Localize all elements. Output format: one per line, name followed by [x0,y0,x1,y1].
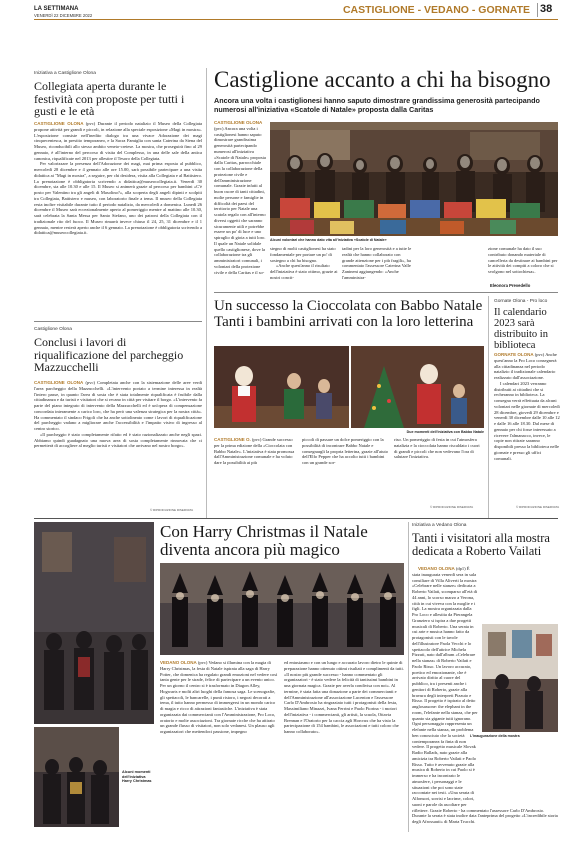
vailati-kicker: Iniziativa a Vedano Olona [412,523,467,528]
collegiata-paragraph-1: Durante il periodo natalizio il Museo della Collegiata propone attività per grandi e piccoli, in relazione alla speciale esposizione «Magi in mostra». L'esposizione consiste nell'inedito dialogo tra una vivace Adorazione dei magi cinquecentesca, in prestito temporaneo, e la Sacra Famiglia con santa Caterina da Siena del Museo, riconducibili allo stesso ambito veneto-cretese. La mostra, che proseguirà fino al 29 gennaio, è all'interno del percorso di visita del Complesso, in una delle sale della antica canonica, riqualificate nel 2013 per allestire il Tesoro della Collegiata. [34,121,202,161]
column-divider [488,296,489,518]
cioccolata-col3 [394,437,484,497]
cioccolata-col3-text: riso. Un pomeriggio di festa in cui l'atmosfera natalizia e la cioccolata hanno riscaldato i cuori di grandi e piccoli che non vedevano l'ora di salutare l'iniziativa. [394,437,480,460]
cioccolata-title: Un successo la Cioccolata con Babbo Natale Tanti i bambini arrivati con la loro letterina [214,298,483,330]
cioccolata-col1 [214,437,298,503]
scatole-col4 [418,246,558,282]
collegiata-paragraph-2: Per valorizzare la presenza dell'Adorazione dei magi, mai prima esposta al pubblico, mercoledì 28 dicembre e 4 gennaio alle ore 15.00, sarà possibile partecipare a una visita didattica ai "Magi in mostra", a seguire, per chi desidera, visita alla Collegiata e al Battistero. La prenotazione è obbligatoria scrivendo a didattica@museocollegiata.it. Venerdì 30 dicembre, sia alle 10.30 e alle 15. Il Museo si animerà grazie al percorso per bambini «C'è posto per Valentino tra gli angeli di Masolino?», alla scoperta degli angeli dipinti e scolpiti tra Collegiata, Battistero e museo, con laboratorio finale a tema. Il museo della Collegiata resta inoltre visitabile durante tutto il periodo natalizio, da mercoledì a domenica. Lunedì 26 dicembre il Museo sarà eccezionalmente aperto al pomeriggio mentre al mattino alle 10.30, sarà celebrata la Santa Messa per Santo Stefano, uno dei patroni della Collegiata con il tradizionale rito del fuoco. Il Museo rimarrà invece chiuso il 24, 25, 31 dicembre e il 1 gennaio, mentre resterà aperto anche il 6 gennaio. La prenotazione è obbligatoria scrivendo a didattica@museocollegiata.it. [34,161,202,236]
harry-title: Con Harry Christmas il Natale diventa ancora più magico [160,522,368,559]
harry-photo-3 [160,563,404,655]
calendario-kicker: Gornate Olona - Pro loco [494,299,548,304]
scatole-col3-text: tadini per la loro generosità e a tutte le realtà che hanno collaborato con grande attenzione per i più fragili», ha commentato l'assessore Caterina Valle Zanineni aggiungendo: «Anche l'amministra- [342,246,412,280]
scatole-lead: CASTIGLIONE OLONA [214,120,263,125]
parcheggio-title: Conclusi i lavori di riqualificazione del parcheggio Mazzucchelli [34,335,184,375]
harry-col2-text: ed entusiasmo e con un lungo e accurato lavoro dietro le quinte di preparazione hanno ottenuto ottimi risultati e complimenti da tutti. «Il nostro più grande successo - hanno commentato gli organizzatori - è stato vedere la felicità di tantissimi bambini in una giornata magica. Grazie per averla condivisa con noi». Al termine, è stata fatta una donazione a parte dei commercianti e dell'Amministrazione all'associazione Lucenton e l'assessore Carlo D'Ambrosio ha ringraziato tutti i protagonisti della festa, Massimiliano Minazzi, Ivana Ferrini e Paolo Fiorina - i motori dell'iniziativa - i commercianti, gli artisti, la scuola, Ottavia Brennan e l'Oratorio per la caccia agli Horcrux che ha visto la partecipazione di 154 bambini, le associazioni e tutti coloro che hanno collaborato». [284,660,404,734]
cioccolata-col1-text: Grande successo per la prima edizione della «Cioccolata con Babbo Natale». L'iniziativa è stata promossa dall'Amministrazione comunale e ha voluto dare la possibilità ai più [214,437,295,465]
scatole-col2 [270,246,338,304]
masthead-rule [34,19,558,20]
calendario-paragraph-2: I calendari 2023 verranno distribuiti ai cittadini che si recheranno in biblioteca. La consegna verrà effettuata da alcuni volontari nelle giornate di mercoledì 28 dicembre, giovedì 29 dicembre e venerdì 30 dicembre dalle 10 alle 12 e dalle 16 alle 18.30. Dal mese di gennaio per chi fosse interessato a ricevere l'almanacco, invece, le copie non ritirate saranno disponibili presso la biblioteca nelle giornate e presso gli uffici comunali. [494,380,560,461]
costume-group-image [34,727,119,827]
parcheggio-kicker: Castiglione Olona [34,327,72,332]
cioccolata-col2-text: piccoli di passare un dolce pomeriggio con la possibilità di incontrare Babbo Natale e consegnargli la propria letterina, grazie all'aiuto dell'Elfo Pepper che ha accolto tutti i bambini con un grande sor- [302,437,388,465]
calendario-credit: © RIPRODUZIONE RISERVATA [516,505,560,509]
cioccolata-byline: (pvc) [251,437,262,442]
collegiata-body [34,121,202,317]
harry-caption: Alcuni momenti dell'iniziativa Harry Christmas [122,770,152,784]
harry-col1-text: Vedano si illumina con la magia di Harry Christmas, la festa di Natale ispirata alla saga di Harry Potter, che domenica ha regalato grandi emozioni nel vedere così tanta gente per le strade, felice di partecipare a un evento unico. Per un giorno il centro si è trasformato in Diagon Alley, Hogwarts e molti altri luoghi della famosa saga. Le scenografie, gli spettacoli, le bancarelle, i punti ristoro, i negozi decorati a tema, il tutto hanno permesso di immergersi in un mondo carico di magia e ricco di attrazioni fantastiche. L'iniziativa è stata organizzata dai commercianti con l'Amministrazione, Pro Loco, oratorio e molte associazioni. Tra giornate ricche che ha attirato un grande flusso di visitatori, non solo vedanesi. Un plauso agli organizzatori che mettendoci passione, impegno [160,660,278,734]
masthead-divider [537,3,538,17]
parcheggio-lead: CASTIGLIONE OLONA [34,380,84,385]
wizards-group-image [160,563,404,655]
scatole-col4-text: zione comunale ha dato il suo contributo donando materiale di cancelleria da destinare ai bambini per le attività dei compiti a coloro che si svolgono nel sottochiesa». [488,246,558,274]
column-divider [408,522,409,832]
section-divider [214,292,558,293]
issue-date: VENERDÌ 22 DICEMBRE 2022 [34,13,93,18]
scatole-col3 [342,246,412,304]
cioccolata-credit: © RIPRODUZIONE RISERVATA [430,505,474,509]
collegiata-title: Collegiata aperta durante le festività con proposte per tutti i gusti e le età [34,79,185,119]
cioccolata-photo [214,346,484,428]
harry-col2 [284,660,404,830]
collegiata-lead: CASTIGLIONE OLONA [34,121,84,126]
page-number: 38 [540,3,553,15]
calendario-title: Il calendario 2023 sarà distribuito in biblioteca [494,307,548,352]
cioccolata-lead: CASTIGLIONE O. [214,437,251,442]
calendario-lead: GORNATE OLONA [494,352,534,357]
scatole-col1-text: Ancora una volta i castiglionesi hanno saputo dimostrare grandissima generosità partecipando numerosi all'iniziativa «Scatole di Natale» proposta dalla Caritas, parrocchiale con la collaborazione della protezione civile e dell'amministrazione comunale. Grazie infatti al buon cuore di tanti cittadini, molte persone e famiglie in difficoltà dei paesi del territorio per Natale una scatola regalo con all'interno diversi oggetti che saranno sicuramente utili e potrebbe essere un po' di luce e uno spiraglio di gioia a tutti loro. Il quale un Natale solidale quello castiglionese, dove la collaborazione tra gli amministratori comunali, i volontari della protezione civile e della Caritas e il so- [214,125,266,275]
vailati-body [412,566,558,832]
vailati-title: Tanti i visitatori alla mostra dedicata a Roberto Vailati [412,531,550,559]
santa-event-image [214,346,484,428]
photo-wrap-spacer [482,624,558,800]
vailati-paragraph-1: È stata inaugurata venerdì sera in sala consiliare di Villa Aliverti la mostra «Celebrare nelle stanze» dedicata a Roberto Vailati, scomparso all'età di 44 anni, lo scorso marzo a Verona, città in cui viveva con la moglie e i figli. La mostra organizzata dalla Pro Loco e allestita da Pierangela Granziero si ispira a due progetti musicali di Roberto. Una serata in cui arte e musica hanno fatto da protagonisti con le tavole dell'illustratore Paola Vecchi e lo spettacolo dell'attrice Michela Pizzuti, nato dall'album «Celebrare nella stanza» di Roberto Vailati e Paolo Risso. Un lavoro accurato, poetico ed emozionante, che è arrivato diritto al cuore del pubblico, tra i presenti anche i genitori di Roberto, grazie alla bravura degli interpreti Pizzuto e Risso. Il progetto è ispirato al detto anglosassone: the elephant in the room, l'elefante nella stanza, che per quanto sia gigante tutti ignorano. Ogni personaggio rappresenta un elefante nella stanza, un problema ben conosciuto che la società contemporanea fa finta di non vedere. Il progetto musicale Slovak Radio Ballads, nato grazie alla amicizia tra Roberto Vailati e Paolo Risso. Tutto è avvenuto grazie alla musica di Roberto in cui Paolo si è immerso e ha incontrato le atmosfere, i personaggi e le situazioni che poi sono state raccontate nei testi. «Una serata di Alfonsori, sorrisi e lacrime, colori, suoni e parole da ascoltare per riflettere. Grazie Roberto - ha commentato l'assessore Carlo D'Ambrosio. Durante la serata è stata inoltre data l'anteprima del progetto «L'incredibile storia degli Afrossauti» di Marta Trucchi. [412,566,558,824]
volunteers-group-image [270,122,558,236]
harry-photo-1 [34,522,154,724]
scatole-byline: (pvc) [214,125,224,131]
newspaper-name: LA SETTIMANA [34,6,79,12]
harry-byline: (pvc) [197,660,208,665]
harry-col1 [160,660,278,830]
parcheggio-credit: © RIPRODUZIONE RISERVATA [150,508,194,512]
scatole-deck: Ancora una volta i castiglionesi hanno saputo dimostrare grandissima generosità partecipando numerosi all'iniziativa «Scatole di Natale» proposta dalla Caritas [214,96,540,114]
collegiata-kicker: Iniziativa a Castiglione Olona [34,71,96,76]
calendario-paragraph-1: Anche quest'anno la Pro Loco consegnerà alla cittadinanza nel periodo natalizio il tradizionale calendario realizzato dall'associazione. [494,352,557,380]
calendario-byline: (pvc) [534,352,545,357]
scatole-title: Castiglione accanto a chi ha bisogno [214,67,551,92]
vailati-caption: L'inaugurazione della mostra [470,734,520,738]
collegiata-byline: (pvc) [85,121,96,126]
column-divider [206,68,207,518]
scatole-col2-text: stegno di molti castiglionesi ha stato fondamentale per portare un po' di sostegno a chi ha bisogno. [270,246,336,263]
parcheggio-paragraph-1: Completata anche con la sistemazione delle aree verdi l'area parcheggio della Mazzucchelli. «L'intervento portato a termine interessa in realtà l'intero passe, in quanto l'area di sosta che è stata totalmente riqualificata è fruibile dalla cittadinanza e da turisti e visitatori che si recano in città per visitare il borgo. «L'intervento fa parte del piano integrato di intervento della Mazzucchelli ed è un'opera di compensazione concordata interamente a carico loro, che ha però una valenza strategica per la nostra città». Ha commentato il sindaco Frigoli che ha anche sottolineato come i lavori di riqualificazione del parcheggio vadano a migliorare anche l'accessibilità e l'impatto visivo di ingresso al centro storico. [34,380,202,431]
scatole-photo [270,122,558,236]
vailati-lead: VEDANO OLONA [418,566,455,571]
harry-lead: VEDANO OLONA [160,660,197,665]
vailati-byline: (dp1) [455,566,466,571]
scatole-col1 [214,120,266,280]
scatole-col2b-text: «Anche quest'anno il risultato dell'iniziativa è stato ottimo, grazie ai nostri concit- [270,263,338,280]
section-title: CASTIGLIONE - VEDANO - GORNATE [342,4,530,16]
scatole-author: Eleonora Prevedello [490,283,531,288]
street-scene-image [34,522,154,724]
section-divider [34,518,558,519]
parcheggio-body [34,380,202,505]
calendario-body [494,352,560,502]
masthead [0,0,580,24]
scatole-caption: Alcuni volontari che hanno dato vita all'iniziativa «Scatole di Natale» [270,238,387,242]
harry-photo-2 [34,727,119,827]
cioccolata-col2 [302,437,390,503]
parcheggio-byline: (pvc) [85,380,95,385]
cioccolata-caption: Due momenti dell'iniziativa con Babbo Natale [406,430,484,434]
section-divider [34,321,202,322]
parcheggio-paragraph-2: «Il parcheggio è stato completamente rifatto ed è stato razionalizzato anche negli spazi. Abbiamo quindi guadagnato una nuova area di sosta completamente rinnovata che ci permetterà di accogliere al meglio turisti e visitatori che arrivano nel nostro borgo». [34,431,202,449]
